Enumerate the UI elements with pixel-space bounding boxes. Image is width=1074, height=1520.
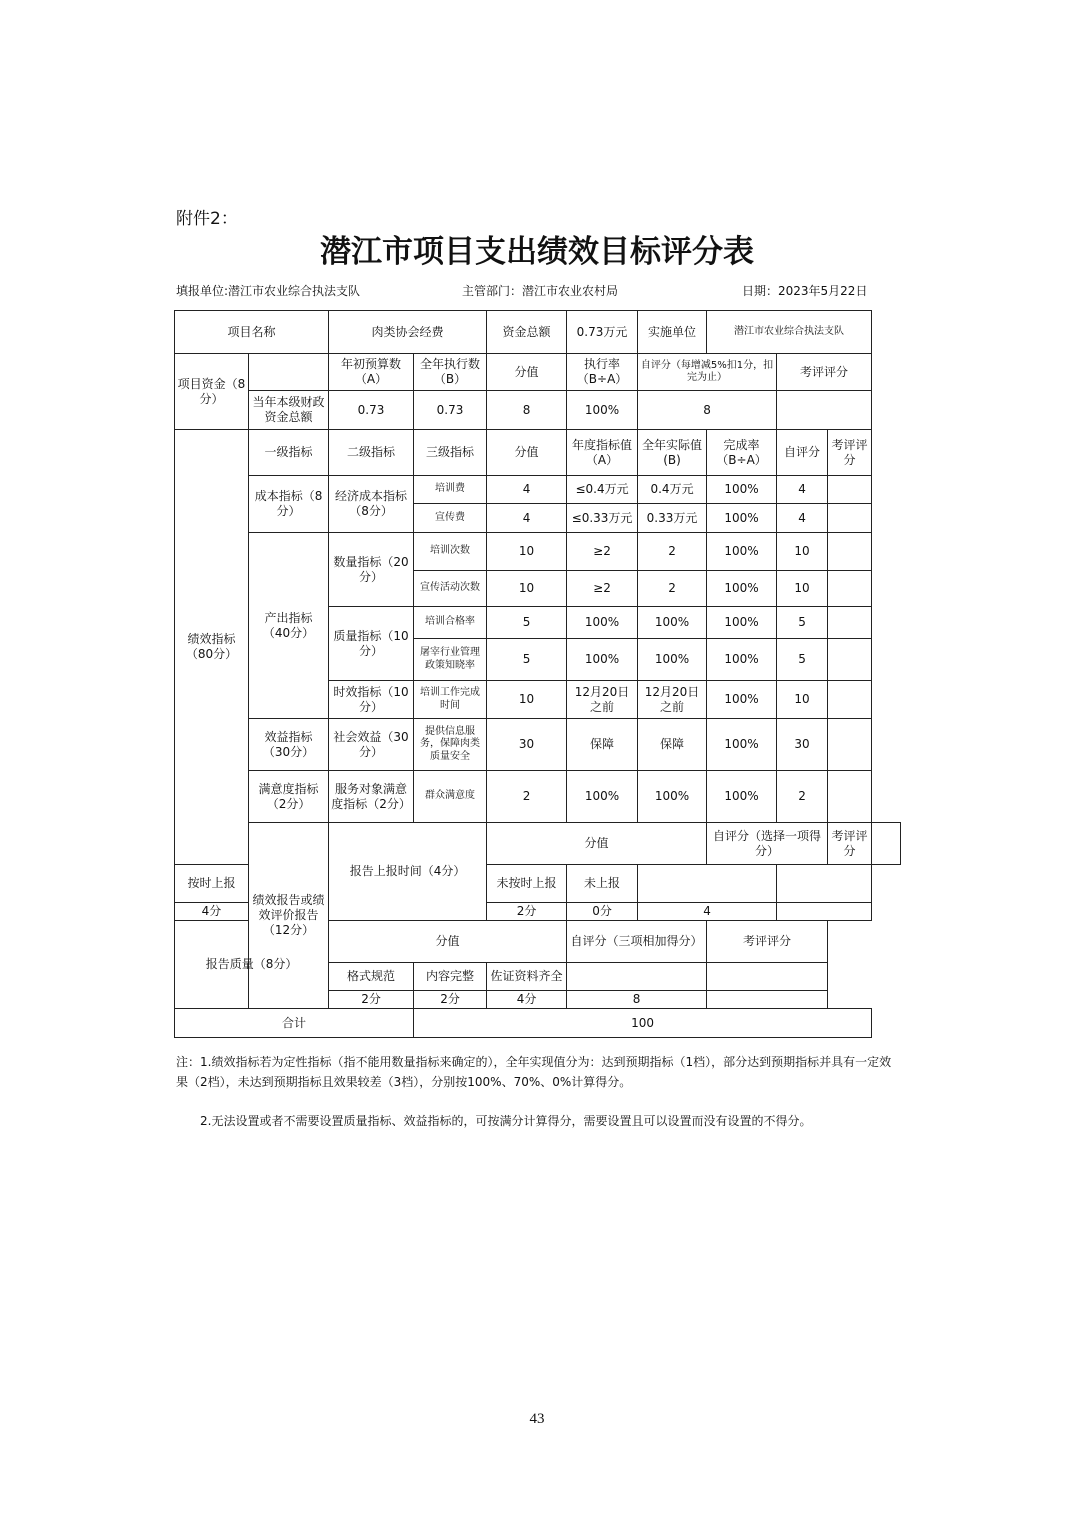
quantity-indicator: 数量指标（20分） — [329, 533, 414, 607]
indicator-target: ≥2 — [567, 533, 638, 571]
indicator-self: 10 — [777, 681, 828, 719]
indicator-review — [828, 533, 872, 571]
indicator-name: 培训工作完成时间 — [414, 681, 487, 719]
report-time-review-label: 考评评分 — [828, 823, 872, 865]
satisfaction-indicator: 满意度指标（2分） — [249, 771, 329, 823]
indicator-self: 5 — [777, 639, 828, 681]
option-not-reported-score: 0分 — [567, 903, 638, 921]
indicator-score: 30 — [487, 719, 567, 771]
indicator-name: 培训合格率 — [414, 607, 487, 639]
social-benefit-indicator: 社会效益（30分） — [329, 719, 414, 771]
option-late: 未按时上报 — [487, 865, 567, 903]
page-number: 43 — [529, 1411, 545, 1427]
output-indicator: 产出指标（40分） — [249, 533, 329, 719]
indicator-score: 5 — [487, 607, 567, 639]
funds-h-review: 考评评分 — [777, 354, 872, 391]
funds-review — [777, 391, 872, 430]
indicator-rate: 100% — [707, 639, 777, 681]
indicator-target: 100% — [567, 607, 638, 639]
funds-rate: 100% — [567, 391, 638, 430]
fund-total-label: 资金总额 — [487, 311, 567, 354]
funds-blank — [249, 354, 329, 391]
indicator-actual: 2 — [638, 571, 707, 607]
funds-b: 0.73 — [414, 391, 487, 430]
report-section-label: 绩效报告或绩效评价报告（12分） — [249, 823, 329, 1009]
option-late-score: 2分 — [487, 903, 567, 921]
indicator-review — [828, 607, 872, 639]
total-row — [175, 1009, 901, 1038]
score-table — [174, 310, 901, 1038]
report-quality-score-label: 分值 — [329, 921, 567, 963]
report-time-self-empty — [638, 865, 777, 903]
indicator-self: 5 — [777, 607, 828, 639]
indicator-review — [828, 639, 872, 681]
total-value: 100 — [414, 1009, 872, 1038]
indicator-rate: 100% — [707, 607, 777, 639]
funds-data-row — [175, 391, 901, 430]
indicator-rate: 100% — [707, 476, 777, 504]
funds-score: 8 — [487, 391, 567, 430]
report-time-self-score: 4 — [638, 903, 777, 921]
option-on-time-score: 4分 — [175, 903, 249, 921]
option-content-score: 2分 — [414, 991, 487, 1009]
indicator-review — [828, 571, 872, 607]
attachment-label: 附件2： — [176, 209, 238, 229]
report-time-self-label: 自评分（选择一项得分） — [707, 823, 828, 865]
indicator-name: 宣传活动次数 — [414, 571, 487, 607]
indicator-target: 12月20日之前 — [567, 681, 638, 719]
quality-indicator: 质量指标（10分） — [329, 607, 414, 681]
indicator-actual: 0.33万元 — [638, 504, 707, 533]
report-time-header-row — [175, 823, 901, 865]
service-satisfaction-indicator: 服务对象满意度指标（2分） — [329, 771, 414, 823]
indicator-self: 10 — [777, 571, 828, 607]
funds-h-score: 分值 — [487, 354, 567, 391]
page-title: 潜江市项目支出绩效目标评分表 — [320, 234, 754, 270]
indicator-target: 100% — [567, 771, 638, 823]
indicator-score: 4 — [487, 504, 567, 533]
perf-h7: 完成率（B÷A） — [707, 430, 777, 476]
perf-h2: 二级指标 — [329, 430, 414, 476]
table-row — [175, 533, 901, 571]
indicator-score: 10 — [487, 533, 567, 571]
report-quality-self-score: 8 — [567, 991, 707, 1009]
indicator-self: 4 — [777, 504, 828, 533]
funds-self: 8 — [638, 391, 777, 430]
project-name: 肉类协会经费 — [329, 311, 487, 354]
report-quality-self-empty — [567, 963, 707, 991]
report-quality-self-label: 自评分（三项相加得分） — [567, 921, 707, 963]
report-time-blank — [872, 823, 901, 865]
indicator-rate: 100% — [707, 681, 777, 719]
indicator-review — [828, 476, 872, 504]
indicator-score: 2 — [487, 771, 567, 823]
indicator-score: 10 — [487, 681, 567, 719]
report-quality-review-score — [707, 991, 828, 1009]
indicator-self: 10 — [777, 533, 828, 571]
table-row — [175, 771, 901, 823]
indicator-target: ≤0.33万元 — [567, 504, 638, 533]
option-format-score: 2分 — [329, 991, 414, 1009]
report-date: 日期：2023年5月22日 — [742, 284, 868, 298]
indicator-self: 2 — [777, 771, 828, 823]
funds-section-label: 项目资金（8分） — [175, 354, 249, 430]
report-time-review-empty — [777, 865, 872, 903]
indicator-target: 100% — [567, 639, 638, 681]
indicator-target: 保障 — [567, 719, 638, 771]
report-time-label: 报告上报时间（4分） — [329, 823, 487, 921]
indicator-actual: 0.4万元 — [638, 476, 707, 504]
report-quality-label: 报告质量（8分） — [175, 921, 329, 1009]
perf-h6: 全年实际值(B) — [638, 430, 707, 476]
perf-h9: 考评评分 — [828, 430, 872, 476]
indicator-self: 4 — [777, 476, 828, 504]
funds-h-self: 自评分（每增减5%扣1分，扣完为止） — [638, 354, 777, 391]
option-format: 格式规范 — [329, 963, 414, 991]
indicator-self: 30 — [777, 719, 828, 771]
indicator-rate: 100% — [707, 504, 777, 533]
indicator-rate: 100% — [707, 571, 777, 607]
indicator-actual: 100% — [638, 771, 707, 823]
funds-h-b: 全年执行数（B） — [414, 354, 487, 391]
perf-section-label: 绩效指标（80分） — [175, 430, 249, 865]
note-1: 注：1.绩效指标若为定性指标（指不能用数量指标来确定的），全年实现值分为：达到预期指标（1档），部分达到预期指标并具有一定效果（2档），未达到预期指标且效果较差（3档），分别按100%、70%、0%计算得分。 — [176, 1055, 892, 1089]
indicator-name: 培训费 — [414, 476, 487, 504]
impl-unit: 潜江市农业综合执法支队 — [707, 311, 872, 354]
option-content: 内容完整 — [414, 963, 487, 991]
project-name-label: 项目名称 — [175, 311, 329, 354]
indicator-rate: 100% — [707, 533, 777, 571]
time-indicator: 时效指标（10分） — [329, 681, 414, 719]
indicator-name: 群众满意度 — [414, 771, 487, 823]
funds-h-a: 年初预算数（A） — [329, 354, 414, 391]
indicator-score: 4 — [487, 476, 567, 504]
table-row — [175, 476, 901, 504]
indicator-review — [828, 719, 872, 771]
indicator-rate: 100% — [707, 771, 777, 823]
indicator-review — [828, 681, 872, 719]
indicator-actual: 100% — [638, 639, 707, 681]
perf-h8: 自评分 — [777, 430, 828, 476]
note-2: 2.无法设置或者不需要设置质量指标、效益指标的，可按满分计算得分，需要设置且可以设置而没有设置的不得分。 — [200, 1114, 812, 1128]
funds-header-row — [175, 354, 901, 391]
indicator-name: 培训次数 — [414, 533, 487, 571]
indicator-name: 宣传费 — [414, 504, 487, 533]
option-evidence-score: 4分 — [487, 991, 567, 1009]
fill-unit: 填报单位:潜江市农业综合执法支队 — [176, 284, 361, 298]
perf-header-row — [175, 430, 901, 476]
perf-h3: 三级指标 — [414, 430, 487, 476]
indicator-actual: 100% — [638, 607, 707, 639]
fund-total: 0.73万元 — [567, 311, 638, 354]
benefit-indicator: 效益指标（30分） — [249, 719, 329, 771]
perf-h5: 年度指标值（A） — [567, 430, 638, 476]
indicator-actual: 12月20日之前 — [638, 681, 707, 719]
report-quality-review-label: 考评评分 — [707, 921, 828, 963]
funds-a: 0.73 — [329, 391, 414, 430]
indicator-review — [828, 504, 872, 533]
option-evidence: 佐证资料齐全 — [487, 963, 567, 991]
project-row — [175, 311, 901, 354]
indicator-target: ≥2 — [567, 571, 638, 607]
impl-unit-label: 实施单位 — [638, 311, 707, 354]
econ-cost-indicator: 经济成本指标（8分） — [329, 476, 414, 533]
total-label: 合计 — [175, 1009, 414, 1038]
indicator-actual: 保障 — [638, 719, 707, 771]
indicator-name: 屠宰行业管理政策知晓率 — [414, 639, 487, 681]
perf-h4: 分值 — [487, 430, 567, 476]
indicator-score: 10 — [487, 571, 567, 607]
report-time-review-score — [777, 903, 872, 921]
indicator-target: ≤0.4万元 — [567, 476, 638, 504]
indicator-score: 5 — [487, 639, 567, 681]
report-time-score-label: 分值 — [487, 823, 707, 865]
report-quality-review-empty — [707, 963, 828, 991]
funds-row-label: 当年本级财政资金总额 — [249, 391, 329, 430]
indicator-rate: 100% — [707, 719, 777, 771]
cost-indicator: 成本指标（8分） — [249, 476, 329, 533]
indicator-review — [828, 771, 872, 823]
supervising-dept: 主管部门：潜江市农业农村局 — [462, 284, 619, 298]
table-row — [175, 719, 901, 771]
option-not-reported: 未上报 — [567, 865, 638, 903]
indicator-name: 提供信息服务，保障肉类质量安全 — [414, 719, 487, 771]
indicator-actual: 2 — [638, 533, 707, 571]
option-on-time: 按时上报 — [175, 865, 249, 903]
funds-h-rate: 执行率（B÷A） — [567, 354, 638, 391]
perf-h1: 一级指标 — [249, 430, 329, 476]
